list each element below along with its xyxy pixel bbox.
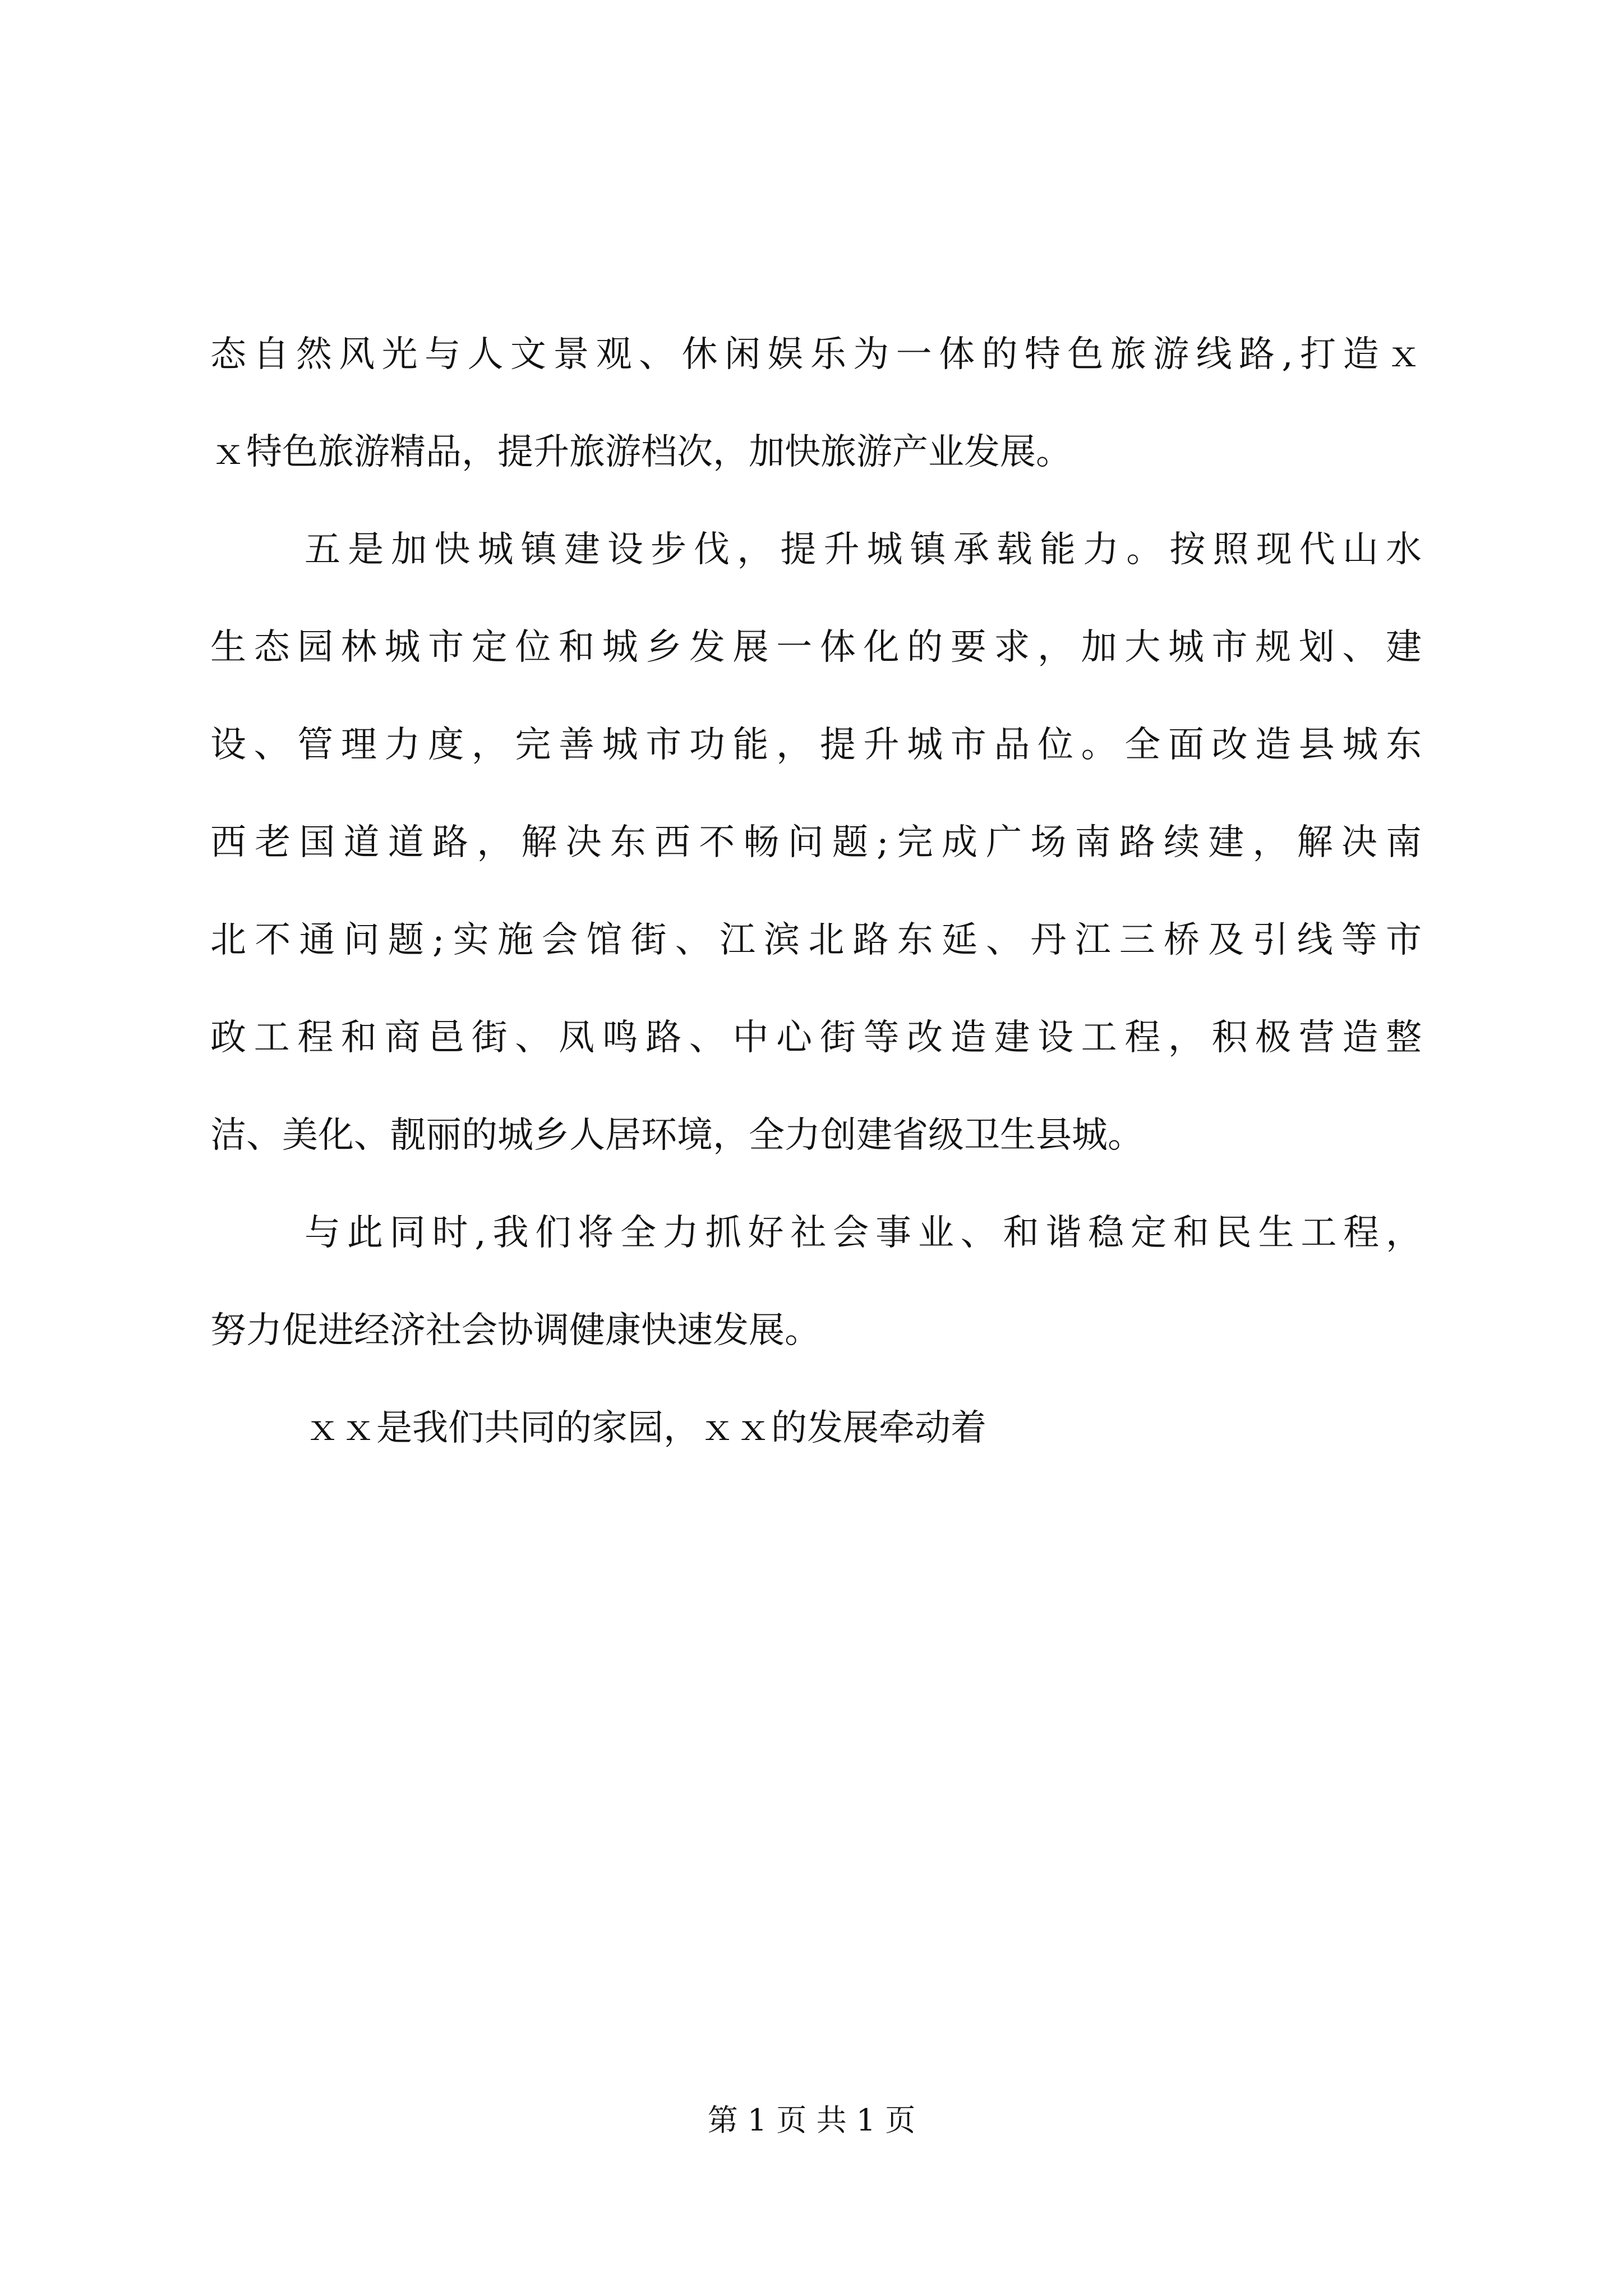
paragraph-line-4: 生态园林城市定位和城乡发展一体化的要求，加大城市规划、建 <box>210 627 1422 668</box>
paragraph-line-7: 北不通问题;实施会馆街、江滨北路东延、丹江三桥及引线等市 <box>210 919 1422 961</box>
paragraph-line-3: 五是加快城镇建设步伐，提升城镇承载能力。按照现代山水 <box>305 529 1422 570</box>
document-body <box>210 306 1422 1477</box>
paragraph-line-6: 西老国道道路，解决东西不畅问题;完成广场南路续建，解决南 <box>210 822 1422 863</box>
paragraph-line-8: 政工程和商邑街、凤鸣路、中心街等改造建设工程，积极营造整 <box>210 1017 1422 1059</box>
paragraph-line-1: 态自然风光与人文景观、休闲娱乐为一体的特色旅游线路,打造ｘ <box>210 334 1422 375</box>
paragraph-line-11: 努力促进经济社会协调健康快速发展。 <box>210 1310 820 1351</box>
paragraph-line-2: ｘ特色旅游精品，提升旅游档次，加快旅游产业发展。 <box>210 431 1072 473</box>
paragraph-line-10: 与此同时,我们将全力抓好社会事业、和谐稳定和民生工程， <box>305 1212 1422 1254</box>
paragraph-line-9: 洁、美化、靓丽的城乡人居环境，全力创建省级卫生县城。 <box>210 1115 1144 1156</box>
page-footer: 第 1 页 共 1 页 <box>707 2102 916 2138</box>
paragraph-line-12: ｘｘ是我们共同的家园，ｘｘ的发展牵动着 <box>305 1407 986 1449</box>
paragraph-line-5: 设、管理力度，完善城市功能，提升城市品位。全面改造县城东 <box>210 724 1422 766</box>
